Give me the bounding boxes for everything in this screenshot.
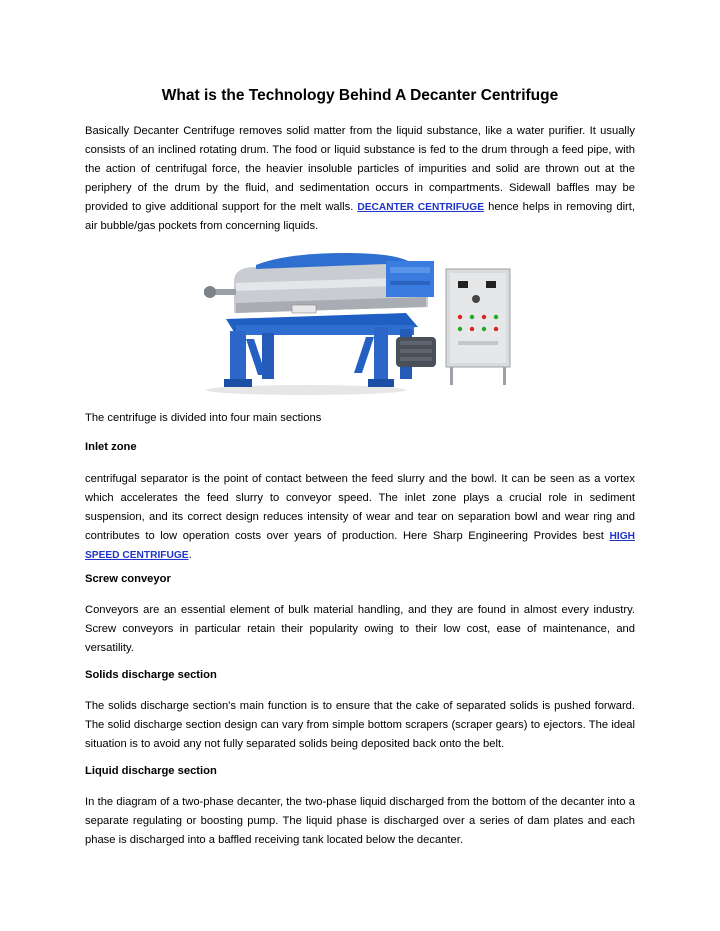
sections-intro: The centrifuge is divided into four main sections: [85, 412, 322, 424]
high-speed-centrifuge-link[interactable]: HIGH SPEED CENTRIFUGE: [85, 531, 635, 561]
intro-paragraph: [85, 122, 635, 236]
heading-inlet-zone: Inlet zone: [85, 441, 137, 453]
paragraph-liquid-discharge: In the diagram of a two-phase decanter, the two-phase liquid discharged from the bottom of the decanter into a separate regulating or boosting pump. The liquid phase is discharged over a series of dam plates and each phase is discharged into a baffled receiving tank located below the decanter.: [85, 796, 635, 846]
heading-screw-conveyor: Screw conveyor: [85, 573, 171, 585]
paragraph-screw-conveyor: Conveyors are an essential element of bulk material handling, and they are found in almost every industry. Screw conveyors in particular retain their popularity owing to their low cost, ease of maintenance, and versatility.: [85, 604, 635, 654]
intro-text-end: hence helps in removing dirt, air bubble/gas pockets from concerning liquids.: [85, 201, 635, 232]
inlet-zone-text-end: .: [188, 549, 192, 561]
paragraph-solids-discharge: The solids discharge section's main function is to ensure that the cake of separated solids is pushed forward. The solid discharge section design can vary from simple bottom scrapers (scraper gears) to ejectors. The ideal situation is to avoid any not fully separated solids being deposited back onto the belt.: [85, 700, 635, 750]
page-title: What is the Technology Behind A Decanter Centrifuge: [161, 87, 559, 104]
heading-solids-discharge: Solids discharge section: [85, 669, 217, 681]
heading-liquid-discharge: Liquid discharge section: [85, 765, 217, 777]
decanter-centrifuge-link[interactable]: DECANTER CENTRIFUGE: [357, 202, 485, 213]
intro-text: Basically Decanter Centrifuge removes solid matter from the liquid substance, like a water purifier. It usually consists of an inclined rotating drum. The food or liquid substance is fed to the drum through a feed pipe, with the action of centrifugal force, the heavier insoluble particles of impurities and solid are thrown out at the periphery of the drum by the fluid, and sedimentation occurs in compartments. Sidewall baffles may be provided to give additional support for the melt walls.: [85, 125, 635, 213]
inlet-zone-text: centrifugal separator is the point of contact between the feed slurry and the bowl. It can be seen as a vortex which accelerates the feed slurry to conveyor speed. The inlet zone plays a crucial role in sediment suspension, and its correct design reduces intensity of wear and tear on separation bowl and wear ring and contributes to low operation costs over years of production. Here Sharp Engineering Provides best: [85, 473, 635, 542]
paragraph-inlet-zone: [85, 470, 635, 565]
decanter-centrifuge-machine-photo-icon: [196, 247, 530, 397]
